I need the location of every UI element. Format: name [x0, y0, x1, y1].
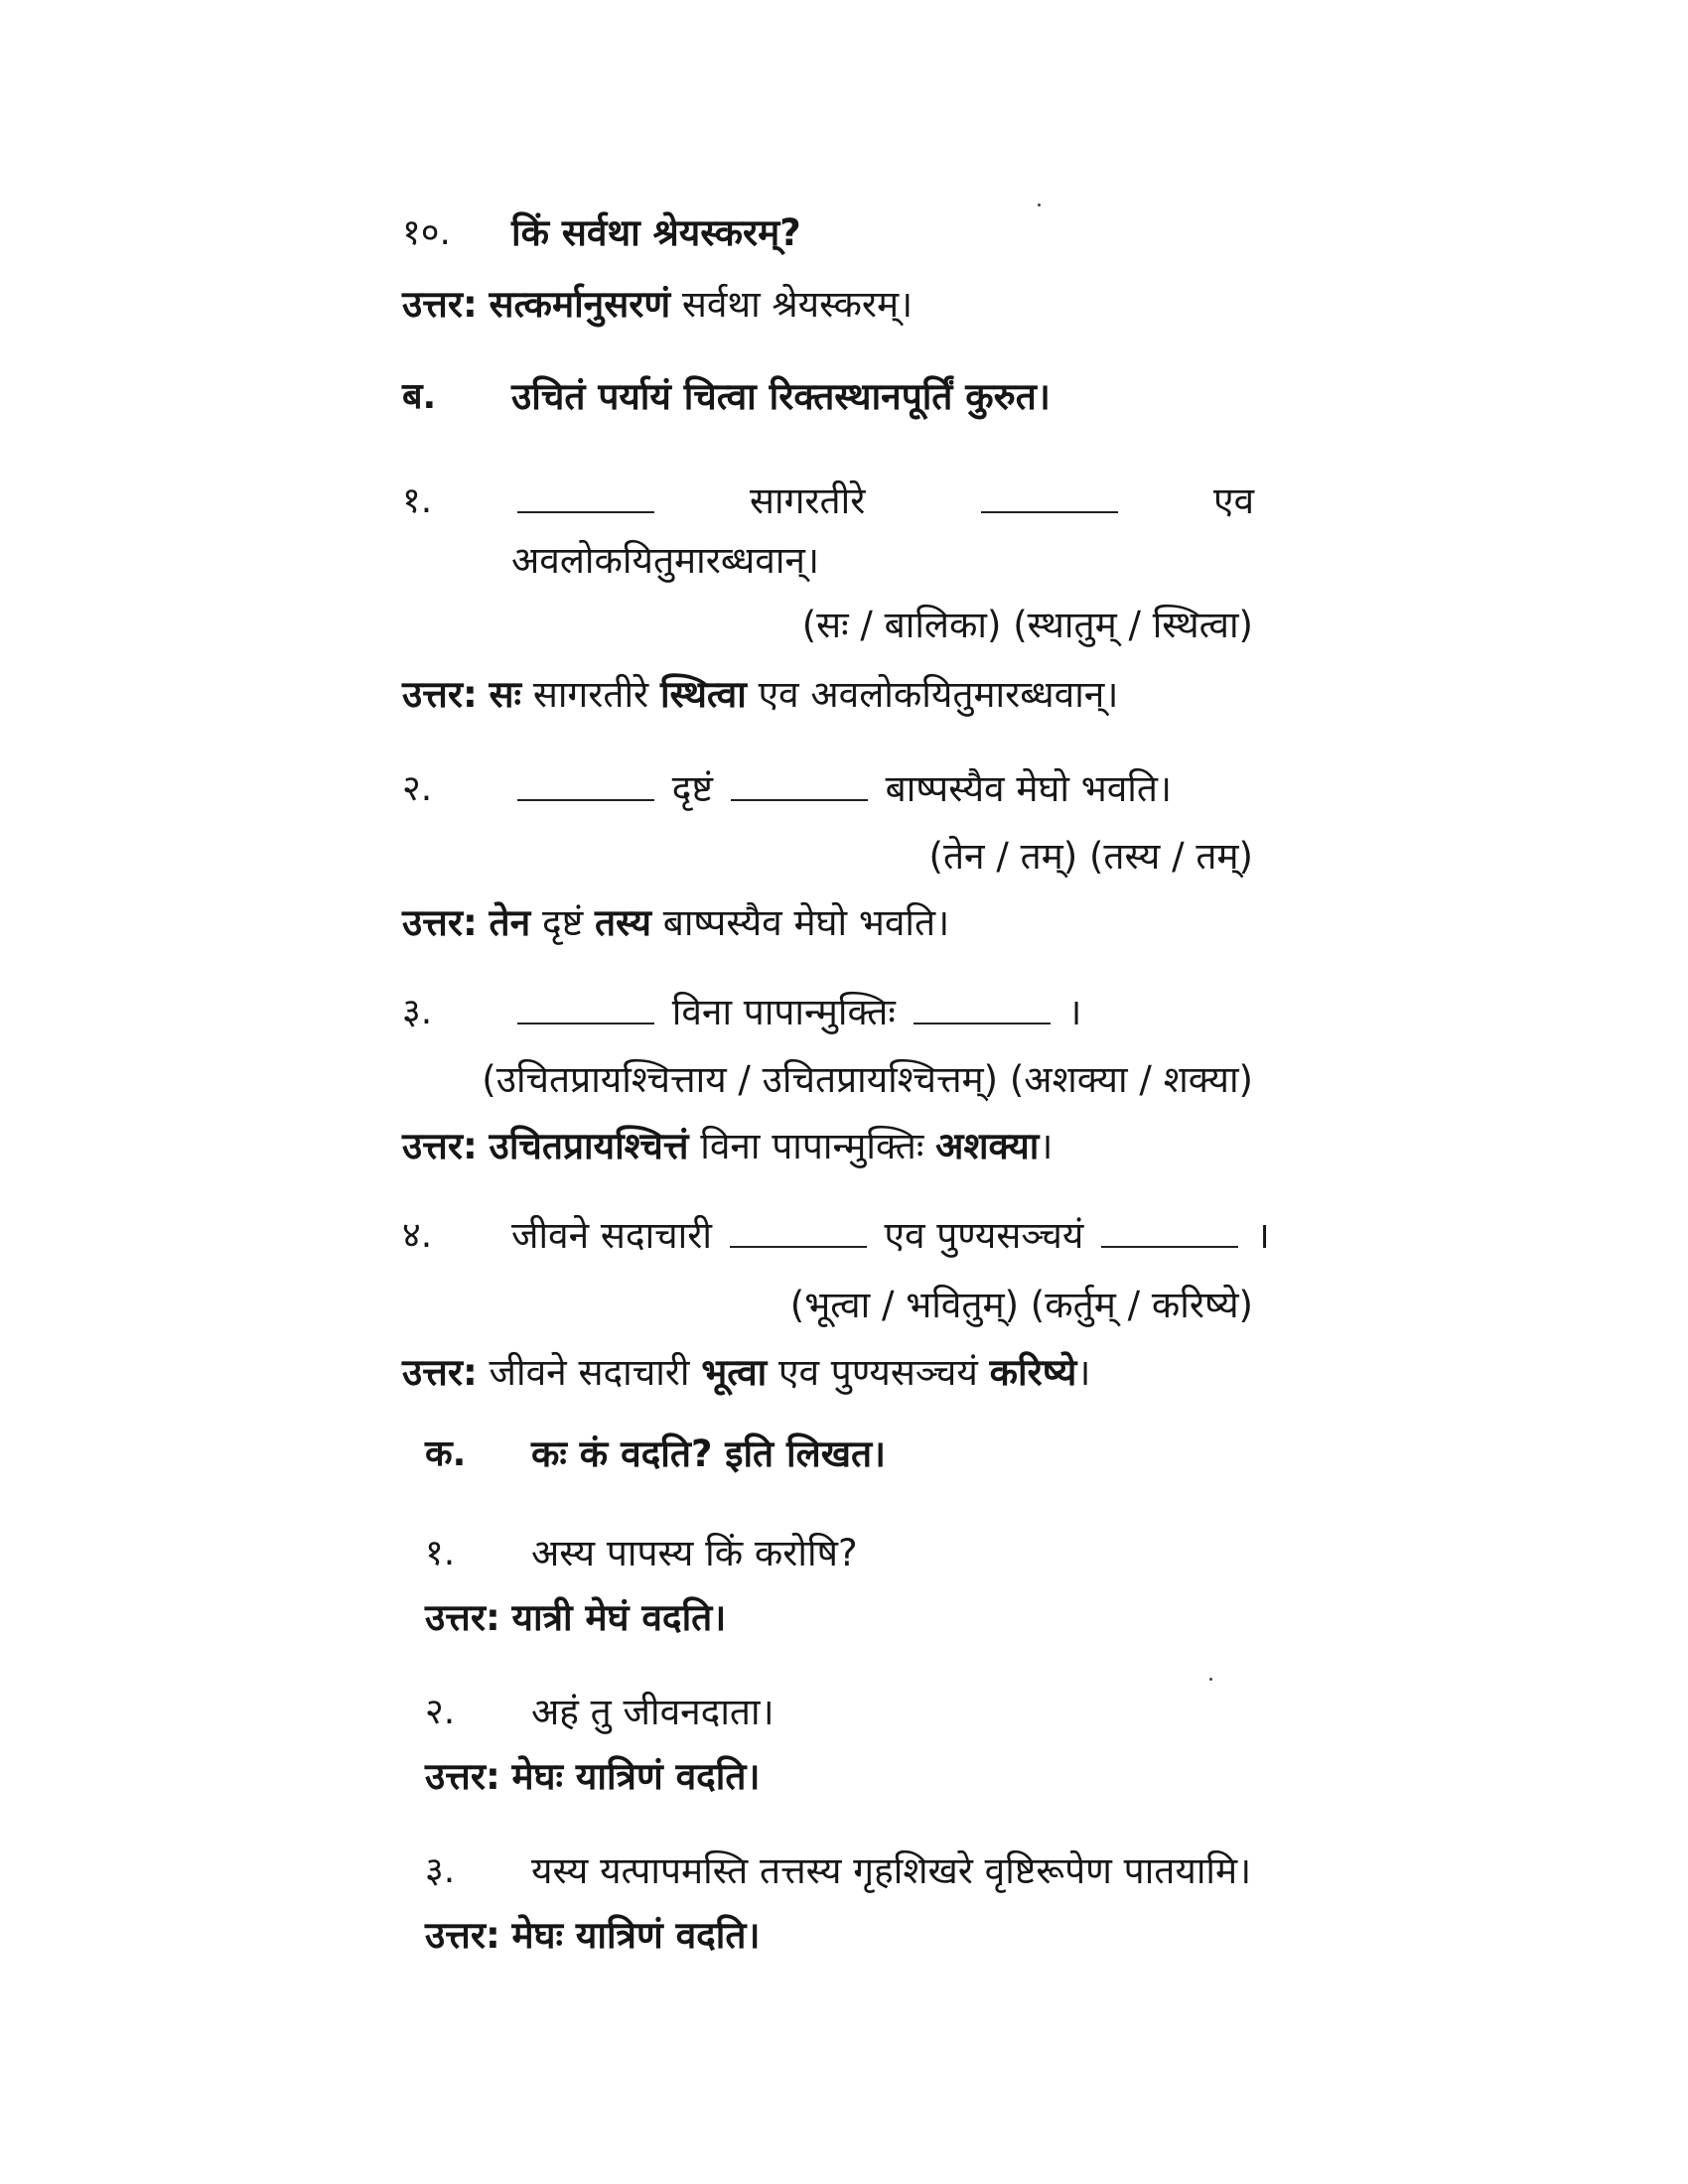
fill-word: एव पुण्यसञ्चयं	[884, 1214, 1084, 1257]
options: (सः / बालिका) (स्थातुम् / स्थित्वा)	[801, 604, 1253, 646]
item-number: ४.	[402, 1215, 433, 1256]
blank	[730, 1214, 867, 1248]
answer-label: उत्तर:	[402, 1125, 478, 1167]
answer-label: उत्तर:	[402, 901, 478, 944]
answer-bold: यात्री मेघं वदति।	[511, 1596, 727, 1639]
scan-speck	[1209, 1678, 1212, 1681]
fill-blank-line	[511, 988, 1081, 1037]
answer-label: उत्तर:	[402, 283, 478, 326]
answer-label: उत्तर:	[402, 673, 478, 716]
answer-text: ।	[1039, 1125, 1054, 1167]
fill-continuation: अवलोकयितुमारब्धवान्।	[511, 539, 819, 582]
fill-word: बाष्पस्यैव मेघो भवति।	[885, 767, 1173, 810]
answer-line	[425, 1593, 726, 1643]
fill-word: दृष्टं	[671, 767, 714, 810]
section-title: कः कं वदति? इति लिखत।	[531, 1433, 887, 1475]
fill-word: जीवने सदाचारी	[511, 1214, 712, 1257]
item-number: ३.	[402, 992, 433, 1032]
answer-bold: सत्कर्मानुसरणं	[489, 283, 671, 326]
answer-bold: करिष्ये	[989, 1351, 1077, 1394]
question-number: १०.	[402, 212, 451, 253]
section-label: ब.	[402, 376, 437, 417]
options: (तेन / तम्) (तस्य / तम्)	[928, 835, 1253, 878]
item-number: १.	[425, 1533, 456, 1573]
blank	[517, 991, 654, 1024]
blank	[517, 479, 654, 513]
item-number: २.	[402, 768, 433, 809]
fill-blank-line	[975, 477, 1124, 526]
answer-text: एव पुण्यसञ्चयं	[778, 1351, 978, 1394]
fill-word: सागरतीरे	[750, 479, 866, 522]
quote-text: अहं तु जीवनदाता।	[531, 1691, 774, 1733]
fill-word: एव	[1213, 479, 1255, 522]
answer-text: विना पापान्मुक्तिः	[700, 1125, 924, 1167]
answer-bold: उचितप्रायश्चित्तं	[489, 1125, 689, 1167]
section-title: उचितं पर्यायं चित्वा रिक्तस्थानपूर्तिं कुरुत।	[511, 375, 1051, 418]
item-number: २.	[425, 1692, 456, 1732]
answer-text: बाष्पस्यैव मेघो भवति।	[662, 901, 950, 944]
answer-bold: अशक्या	[935, 1125, 1040, 1167]
answer-bold: तेन	[489, 901, 531, 944]
question-text	[511, 208, 801, 258]
answer-text: दृष्टं	[541, 901, 584, 944]
answer-bold: स्थित्वा	[659, 673, 747, 716]
answer-line	[402, 1122, 1053, 1171]
fill-blank-line	[511, 1211, 1270, 1261]
item-number: ३.	[425, 1850, 456, 1891]
answer-text: एव अवलोकयितुमारब्धवान्।	[758, 673, 1119, 716]
fill-word: विना पापान्मुक्तिः	[671, 991, 896, 1033]
options: (उचितप्रायश्चित्ताय / उचितप्रायश्चित्तम्) (अशक्या / शक्या)	[482, 1058, 1253, 1101]
blank	[914, 991, 1051, 1024]
answer-bold: तस्य	[594, 901, 651, 944]
answer-line	[402, 670, 1118, 720]
blank	[981, 479, 1118, 513]
answer-text: सागरतीरे	[532, 673, 649, 716]
blank	[517, 767, 654, 801]
fill-end: ।	[1255, 1214, 1270, 1257]
item-number: १.	[402, 480, 433, 521]
answer-bold: मेघः यात्रिणं वदति।	[511, 1755, 761, 1798]
answer-text: सर्वथा श्रेयस्करम्।	[681, 283, 914, 326]
fill-blank-line	[511, 477, 660, 526]
blank	[731, 767, 868, 801]
answer-bold: सः	[489, 673, 522, 716]
fill-end: ।	[1067, 991, 1082, 1033]
answer-text: जीवने सदाचारी	[489, 1351, 690, 1394]
fill-blank-line	[511, 764, 1172, 814]
scan-speck	[1038, 204, 1041, 206]
answer-bold: मेघः यात्रिणं वदति।	[511, 1914, 761, 1957]
quote-text: यस्य यत्पापमस्ति तत्तस्य गृहशिखरे वृष्टिरूपेण पातयामि।	[531, 1849, 1252, 1892]
answer-text: ।	[1076, 1351, 1091, 1394]
answer-line	[402, 1348, 1090, 1398]
answer-line	[425, 1911, 761, 1961]
answer-label: उत्तर:	[402, 1351, 478, 1394]
section-label: क.	[425, 1433, 467, 1474]
answer-label: उत्तर:	[425, 1596, 500, 1639]
quote-text: अस्य पापस्य किं करोषि?	[531, 1532, 858, 1574]
question-bold: किं सर्वथा श्रेयस्करम्?	[511, 211, 801, 254]
options: (भूत्वा / भवितुम्) (कर्तुम् / करिष्ये)	[789, 1284, 1253, 1326]
answer-bold: भूत्वा	[701, 1351, 768, 1394]
answer-line	[402, 280, 913, 330]
answer-label: उत्तर:	[425, 1914, 500, 1957]
answer-label: उत्तर:	[425, 1755, 500, 1798]
answer-line	[402, 898, 949, 948]
blank	[1101, 1214, 1238, 1248]
answer-line	[425, 1752, 761, 1802]
